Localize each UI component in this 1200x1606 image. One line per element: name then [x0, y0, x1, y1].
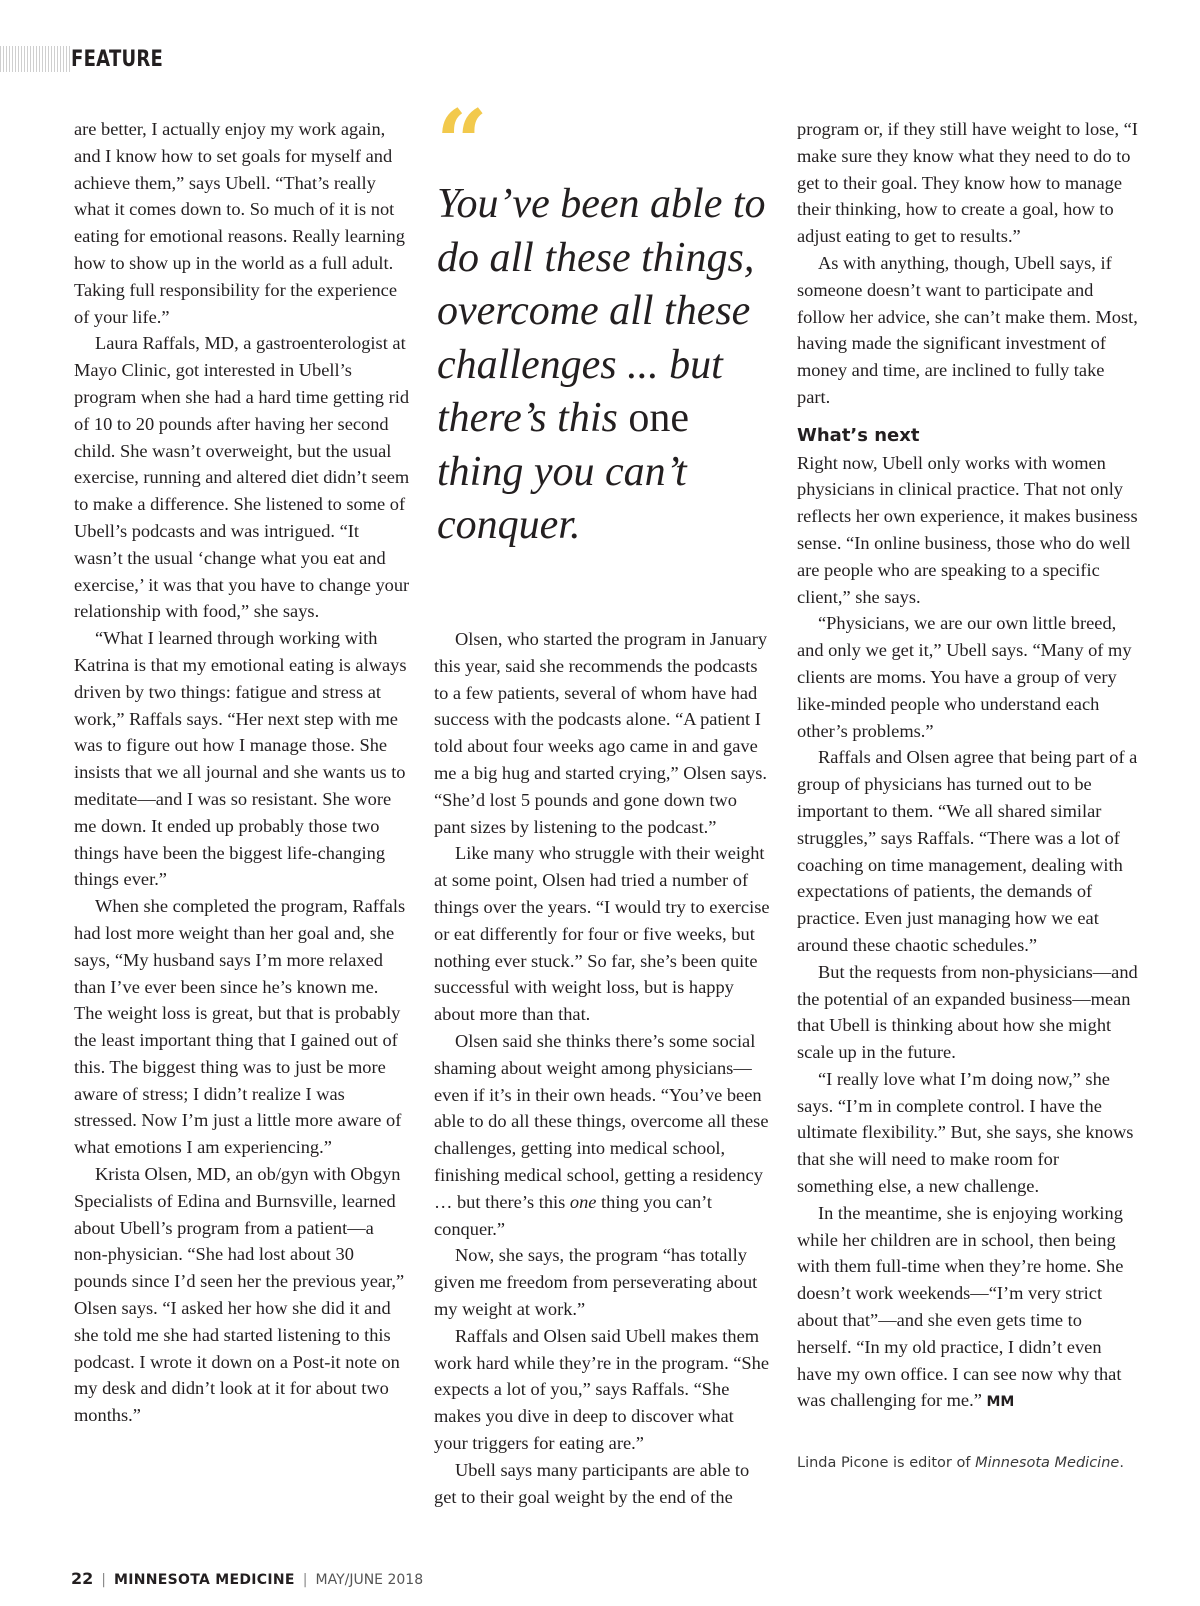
end-mark: MM [986, 1394, 1015, 1411]
pull-quote-emphasis: one [628, 395, 689, 441]
byline-publication: Minnesota Medicine [975, 1455, 1120, 1471]
paragraph: “Physicians, we are our own little breed, and only we get it,” Ubell says. “Many of my clients are moms. You have a group of very like-minded people who understand each other’s problems.” [797, 613, 1132, 741]
subhead: What’s next [797, 424, 920, 446]
paragraph: Now, she says, the program “has totally given me freedom from perseverating about my weight at work.” [434, 1245, 758, 1319]
quote-mark-icon: “ [436, 90, 488, 196]
paragraph: But the requests from non-physicians—and the potential of an expanded business—mean that Ubell is thinking about how she might scale up in the future. [797, 961, 1138, 1063]
byline-text: Linda Picone is editor of [797, 1455, 976, 1471]
paragraph: Right now, Ubell only works with women physicians in clinical practice. That not only reflects her own experience, it makes business sense. “In online business, those who do well are people who are speaking to a specific client,” she says. [797, 452, 1138, 607]
paragraph: Like many who struggle with their weight at some point, Olsen had tried a number of things over the years. “I would try to exercise or eat differently for four or five weeks, but nothing ever stuck.” So far, she’s been quite successful with weight loss, but is happy about more than that. [434, 843, 770, 1025]
paragraph-text: In the meantime, she is enjoying working while her children are in school, then being with them full-time when they’re home. She doesn’t work weekends—“I’m very strict about that”—and she even gets time to herself. “In my old practice, I didn’t even have my own office. I can see now why that was challenging for me.” [797, 1202, 1124, 1411]
footer-separator: | [302, 1572, 308, 1588]
pull-quote-text: You’ve been able to do all these things, overcome all these challenges ... but there’s this [437, 181, 766, 441]
paragraph: Olsen, who started the program in January this year, said she recommends the podcasts to a few patients, several of whom have had success with the podcasts alone. “A patient I told about four weeks ago came in and gave me a big hug and started crying,” Olsen says. “She’d lost 5 pounds and gone down two pant sizes by listening to the podcast.” [434, 629, 768, 837]
section-bar-texture [0, 46, 70, 72]
paragraph: “I really love what I’m doing now,” she says. “I’m in complete control. I have the ultimate flexibility.” But, she says, she knows that she will need to make room for something else, a new challenge. [797, 1068, 1134, 1197]
paragraph: are better, I actually enjoy my work again, and I know how to set goals for myself and achieve them,” says Ubell. “That’s really what it comes down to. So much of it is not eating for emotional reasons. Really learning how to show up in the world as a full adult. Taking full responsibility for the experience of your life.” [74, 119, 405, 327]
paragraph [797, 1200, 1139, 1416]
pull-quote-text-end: thing you can’t conquer. [437, 448, 687, 548]
paragraph-emphasis: one [569, 1191, 597, 1212]
paragraph-text-end: thing you can’t conquer.” [434, 1191, 713, 1239]
paragraph: Raffals and Olsen agree that being part of a group of physicians has turned out to be important to them. “We all shared similar struggles,” says Raffals. “There was a lot of coaching on time management, dealing with expectations of patients, the demands of practice. Even just managing how we eat around these chaotic schedules.” [797, 747, 1138, 955]
issue-date: MAY/JUNE 2018 [315, 1572, 424, 1588]
paragraph: As with anything, though, Ubell says, if someone doesn’t want to participate and follow her advice, she can’t make them. Most, having made the significant investment of money and time, are inclined to fully take part. [797, 252, 1138, 407]
page-footer [71, 1569, 423, 1588]
pull-quote [437, 178, 777, 553]
footer-separator: | [101, 1572, 106, 1588]
column-1 [74, 116, 410, 1429]
paragraph-text: Olsen said she thinks there’s some social shaming about weight among physicians—even if it’s in their own heads. “You’ve been able to do all these things, overcome all these challenges, getting into medical school, finishing medical school, getting a residency … but there’s this [434, 1030, 769, 1212]
magazine-title: MINNESOTA MEDICINE [113, 1572, 295, 1588]
byline-end: . [1119, 1455, 1124, 1471]
paragraph [434, 1028, 770, 1242]
paragraph: Krista Olsen, MD, an ob/gyn with Obgyn Specialists of Edina and Burnsville, learned about Ubell’s program from a patient—a non-physician. “She had lost about 30 pounds since I’d seen her the previous year,” Olsen says. “I asked her how she did it and she told me she had started listening to this podcast. I wrote it down on a Post-it note on my desk and didn’t look at it for about two months.” [74, 1164, 405, 1426]
section-label: FEATURE [71, 47, 164, 72]
page-number: 22 [71, 1569, 94, 1588]
column-3 [797, 116, 1139, 1416]
paragraph: Laura Raffals, MD, a gastroenterologist at Mayo Clinic, got interested in Ubell’s program when she had a hard time getting rid of 10 to 20 pounds after having her second child. She wasn’t overweight, but the usual exercise, running and altered diet didn’t seem to make a difference. She listened to some of Ubell’s podcasts and was intrigued. “It wasn’t the usual ‘change what you eat and exercise,’ it was that you have to change your relationship with food,” she says. [74, 333, 410, 622]
author-byline [797, 1455, 1139, 1471]
paragraph: “What I learned through working with Katrina is that my emotional eating is always driven by two things: fatigue and stress at work,” Raffals says. “Her next step with me was to figure out how I manage those. She insists that we all journal and she wants us to meditate—and I was so resistant. She wore me down. It ended up probably those two things have been the biggest life-changing things ever.” [74, 628, 407, 890]
paragraph: Raffals and Olsen said Ubell makes them work hard while they’re in the program. “She expects a lot of you,” says Raffals. “She makes you dive in deep to discover what your triggers for eating are.” [434, 1325, 770, 1453]
paragraph: program or, if they still have weight to lose, “I make sure they know what they need to do to get to their goal. They know how to manage their thinking, how to create a goal, how to adjust eating to get to results.” [797, 119, 1138, 247]
paragraph: Ubell says many participants are able to get to their goal weight by the end of the [434, 1459, 750, 1507]
column-2 [434, 626, 770, 1510]
paragraph: When she completed the program, Raffals had lost more weight than her goal and, she says, “My husband says I’m more relaxed than I’ve ever been since he’s known me. The weight loss is great, but that is probably the least important thing that I gained out of this. The biggest thing was to just be more aware of stress; I didn’t realize I was stressed. Now I’m just a little more aware of what emotions I am experiencing.” [74, 896, 406, 1158]
